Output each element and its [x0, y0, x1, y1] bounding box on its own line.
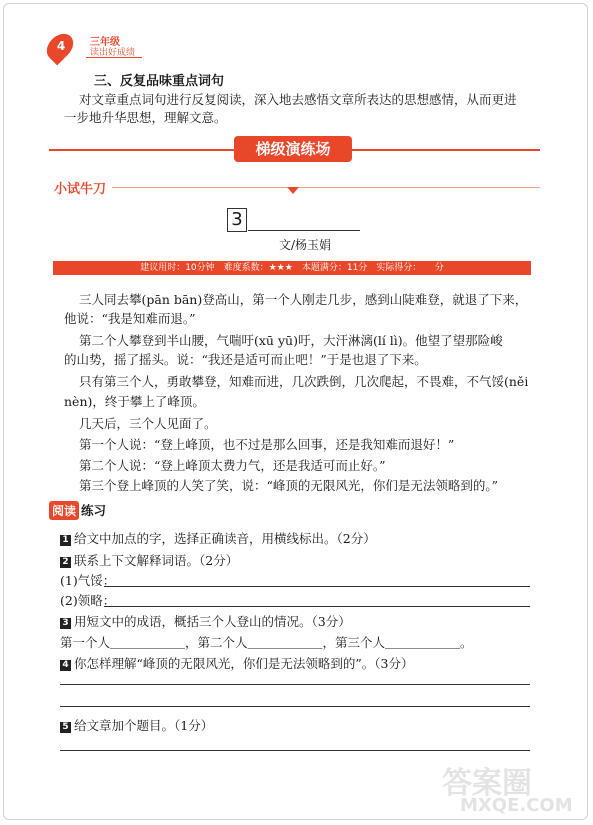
answer-line[interactable]	[104, 586, 530, 587]
article-number: 3	[227, 208, 247, 232]
answer-line[interactable]	[60, 750, 530, 751]
header-grade: 三年级	[90, 37, 120, 48]
article-line: 的山势，摇了摇头。说：“我还是适可而止吧！”于是也退了下来。	[64, 352, 427, 367]
exercise-label-text: 练习	[81, 503, 107, 518]
question-text: 联系上下文解释词语。（2分）	[74, 553, 239, 568]
article-line: 三人同去攀(pān bān)登高山，第一个人刚走几步，感到山陡难登，就退了下来，	[79, 292, 528, 307]
article-line: 第二个人攀登到半山腰，气喘吁(xū yū)吁，大汗淋漓(lí lì)。他望了望那险峻	[79, 333, 503, 348]
article-line: 第三个登上峰顶的人笑了笑，说：“峰顶的无限风光，你们是无法领略到的。”	[79, 478, 499, 493]
section-title: 三、反复品味重点词句	[94, 74, 225, 89]
triangle-marker-icon	[287, 187, 299, 194]
watermark-logo: 答案圈	[442, 766, 532, 801]
question-3	[60, 612, 351, 630]
question-2	[60, 551, 238, 569]
question-number: 5	[60, 722, 71, 733]
question-5	[60, 716, 213, 734]
question-number: 2	[60, 557, 71, 568]
question-text: 你怎样理解“峰顶的无限风光，你们是无法领略到的”。（3分）	[74, 656, 414, 671]
article-line: 他说：“我是知难而退。”	[64, 311, 196, 326]
question-1	[60, 529, 376, 547]
article-line: 第一个人说：“登上峰顶，也不过是那么回事，还是我知难而退好！”	[79, 437, 455, 452]
question-number: 3	[60, 618, 71, 629]
question-2b-label: (2)领略：	[60, 593, 116, 608]
exercise-header	[49, 500, 106, 520]
header-divider	[86, 57, 142, 58]
question-number: 4	[60, 660, 71, 671]
question-text: 给文中加点的字，选择正确读音，用横线标出。（2分）	[74, 531, 376, 546]
watermark-url: MXQE.COM	[460, 795, 573, 816]
subsection-label: 小试牛刀	[54, 182, 107, 197]
answer-line[interactable]	[104, 606, 530, 607]
section-paragraph-line-2: 一步地升华思想，理解文意。	[64, 110, 227, 125]
article-title-blank	[248, 230, 360, 231]
article-meta-bar: 建议用时：10分钟 难度系数：★★★ 本题满分：11分 实际得分： 分	[53, 261, 531, 275]
question-3-answer-line[interactable]: 第一个人＿＿＿＿＿＿，第二个人＿＿＿＿＿＿，第三个人＿＿＿＿＿＿。	[60, 635, 473, 650]
article-line: nèn)，终于攀上了峰顶。	[64, 394, 205, 409]
question-2a-label: (1)气馁：	[60, 573, 116, 588]
exercise-label-box: 阅读	[49, 501, 79, 520]
page-number: 4	[56, 39, 66, 53]
subsection-divider	[112, 187, 540, 188]
question-4	[60, 654, 414, 672]
question-text: 给文章加个题目。（1分）	[74, 718, 214, 733]
article-line: 只有第三个人，勇敢攀登，知难而进，几次跌倒，几次爬起，不畏难，不气馁(něi	[79, 374, 529, 389]
question-text: 用短文中的成语，概括三个人登山的情况。（3分）	[74, 614, 351, 629]
section-paragraph-line-1: 对文章重点词句进行反复阅读，深入地去感悟文章所表达的思想感情，从而更进	[79, 92, 517, 107]
question-number: 1	[60, 535, 71, 546]
answer-line[interactable]	[60, 684, 530, 685]
article-line: 几天后，三个人见面了。	[79, 416, 217, 431]
banner-label: 梯级演练场	[234, 136, 352, 162]
practice-banner	[49, 140, 540, 158]
answer-line[interactable]	[60, 706, 530, 707]
article-line: 第二个人说：“登上峰顶太费力气，还是我适可而止好。”	[79, 458, 386, 473]
article-author: 文/杨玉娟	[279, 238, 332, 252]
header-series: 读出好成绩	[90, 48, 136, 58]
